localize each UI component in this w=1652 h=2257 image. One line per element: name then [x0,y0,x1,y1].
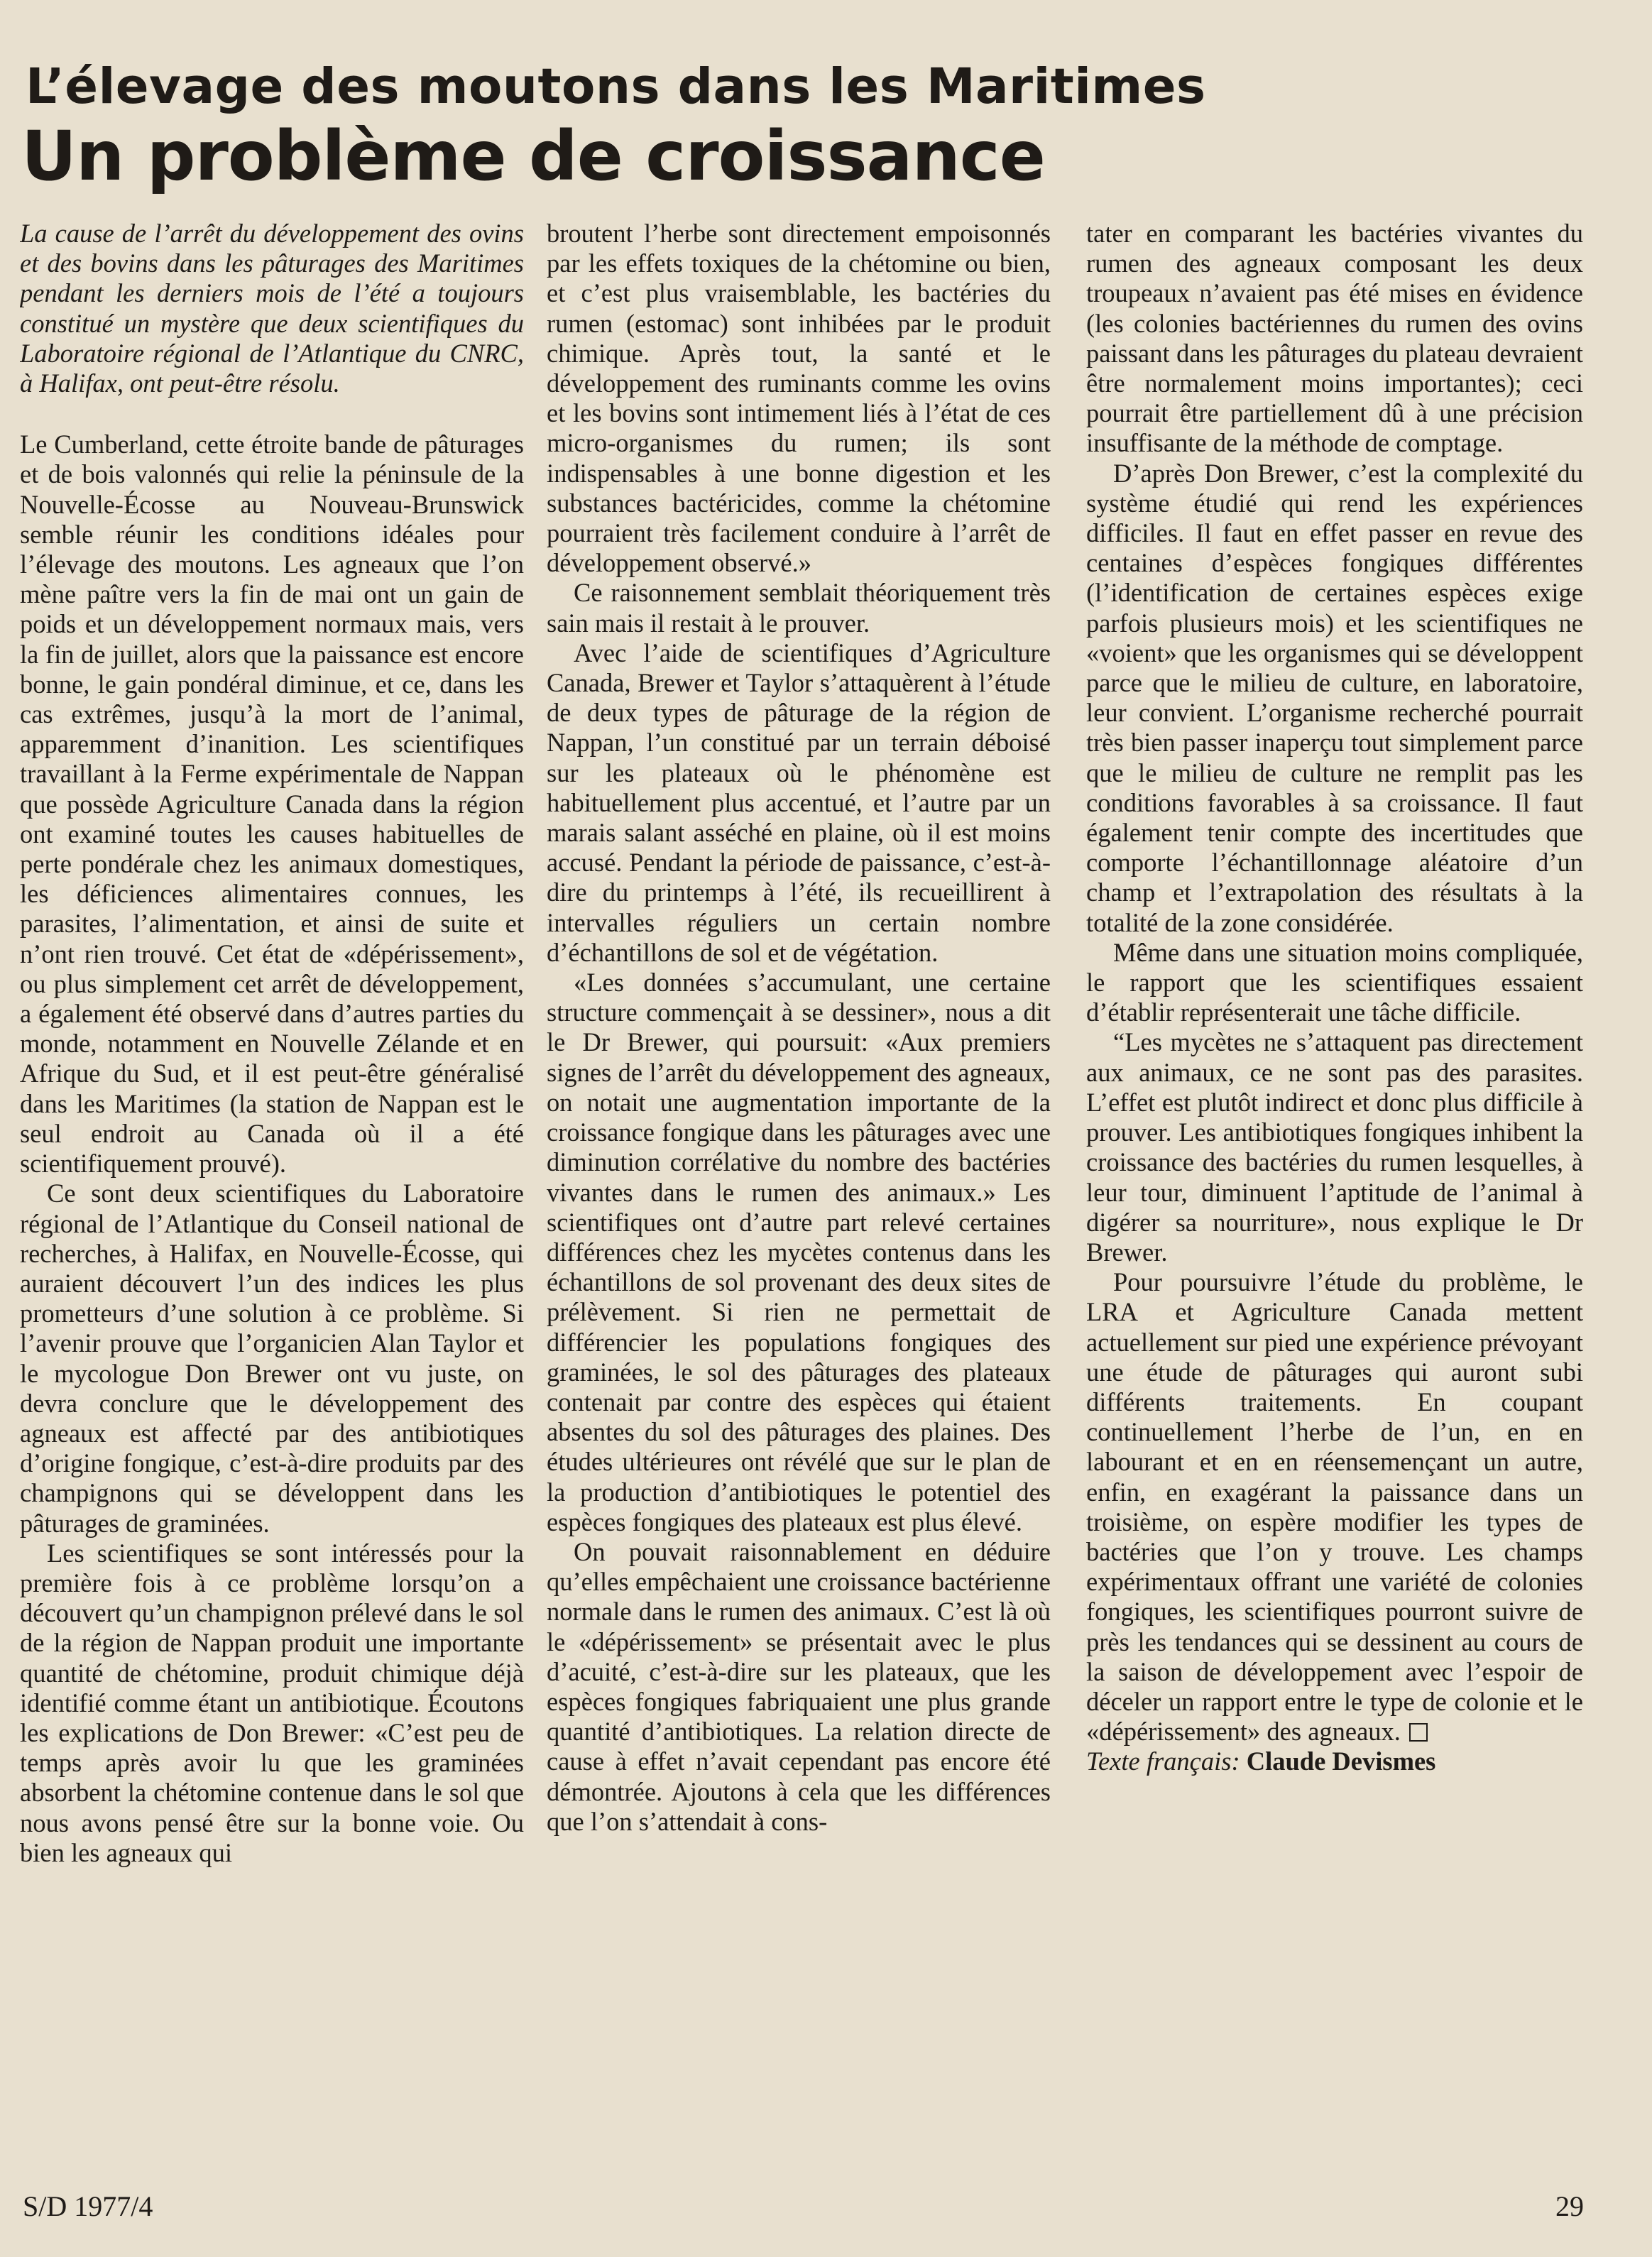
paragraph: «Les données s’accumulant, une certaine structure commençait à se dessiner», nous a dit le Dr Brewer, qui poursuit: «Aux premiers signes de l’arrêt du développement des agneaux, on notait une augmentation importante de la croissance fongique dans les pâturages avec une diminution corrélative du nombre des bactéries vivantes dans le rumen des animaux.» Les scientifiques ont d’autre part relevé certaines différences chez les mycètes contenus dans les échantillons de sol provenant des deux sites de prélèvement. Si rien ne permettait de différencier les populations fongiques des graminées, le sol des pâturages des plateaux contenait par contre des espèces qui étaient absentes du sol des pâturages des plaines. Des études ultérieures ont révélé que sur le plan de la production d’antibiotiques le potentiel des espèces fongiques des plateaux est plus élevé. [547,968,1051,1536]
page-number: 29 [1555,2190,1584,2222]
article-kicker: L’élevage des moutons dans les Maritimes [26,58,1206,115]
paragraph: Avec l’aide de scientifiques d’Agriculture Canada, Brewer et Taylor s’attaquèrent à l’étude de deux types de pâturage de la région de Nappan, l’un constitué par un terrain déboisé sur les plateaux où le phénomène est habituellement plus accentué, et l’autre par un marais salant asséché en plaine, où il est moins accusé. Pendant la période de paissance, c’est-à-dire du printemps à l’été, ils recueillirent à intervalles réguliers un certain nombre d’échantillons de sol et de végétation. [547,638,1051,967]
paragraph: Ce sont deux scientifiques du Laboratoire régional de l’Atlantique du Conseil national de recherches, à Halifax, en Nouvelle-Écosse, qui auraient découvert l’un des indices les plus prometteurs d’une solution à ce problème. Si l’avenir prouve que l’organicien Alan Taylor et le mycologue Don Brewer ont vu juste, on devra conclure que le développement des agneaux est affecté par des antibiotiques d’origine fongique, c’est-à-dire produits par des champignons qui se développent dans les pâturages de graminées. [20,1179,524,1538]
column-2 [547,219,1051,2178]
paragraph: “Les mycètes ne s’attaquent pas directement aux animaux, ce ne sont pas des parasites. L’effet est plutôt indirect et donc plus difficile à prouver. Les antibiotiques fongiques inhibent la croissance des bactéries du rumen lesquelles, à leur tour, diminuent l’aptitude de l’animal à digérer sa nourriture», nous explique le Dr Brewer. [1086,1027,1583,1267]
paragraph: Les scientifiques se sont intéressés pour la première fois à ce problème lorsqu’on a découvert qu’un champignon prélevé dans le sol de la région de Nappan produit une importante quantité de chétomine, produit chimique déjà identifié comme étant un antibiotique. Écoutons les explications de Don Brewer: «C’est peu de temps après avoir lu que les graminées absorbent la chétomine contenue dans le sol que nous avons pensé être sur la bonne voie. Ou bien les agneaux qui [20,1538,524,1867]
paragraph: tater en comparant les bactéries vivantes du rumen des agneaux composant les deux troupeaux n’avaient pas été mises en évidence (les colonies bactériennes du rumen des ovins paissant dans les pâturages du plateau devraient être normalement moins importantes); ceci pourrait être partiellement dû à une précision insuffisante de la méthode de comptage. [1086,219,1583,458]
paragraph: D’après Don Brewer, c’est la complexité du système étudié qui rend les expériences difficiles. Il faut en effet passer en revue des centaines d’espèces fongiques différentes (l’identification de certaines espèces exige parfois plusieurs mois) et les scientifiques ne «voient» que les organismes qui se développent parce que le milieu de culture, en laboratoire, leur convient. L’organisme recherché pourrait très bien passer inaperçu tout simplement parce que le milieu de culture ne remplit pas les conditions favorables à sa croissance. Il faut également tenir compte des incertitudes que comporte l’échantillonnage aléatoire d’un champ et l’extrapolation des résultats à la totalité de la zone considérée. [1086,458,1583,937]
end-of-article-square-icon [1409,1723,1428,1742]
paragraph-final-text: Pour poursuivre l’étude du problème, le LRA et Agriculture Canada mettent actuellement sur pied une expérience prévoyant une étude de pâturages qui auront subi différents traitements. En coupant continuellement l’herbe de l’un, en en labourant et en en réensemençant un autre, enfin, en exagérant la paissance dans un troisième, on espère modifier les types de bactéries que l’on y trouve. Les champs expérimentaux offrant une variété de colonies fongiques, les scientifiques pourront suivre de près les tendances qui se dessinent au cours de la saison de développement avec l’espoir de déceler un rapport entre le type de colonie et le «dépérissement» des agneaux. [1086,1267,1583,1747]
paragraph: broutent l’herbe sont directement empoisonnés par les effets toxiques de la chétomine ou bien, et c’est plus vraisemblable, les bactéries du rumen (estomac) sont inhibées par le produit chimique. Après tout, la santé et le développement des ruminants comme les ovins et les bovins sont intimement liés à l’état de ces micro-organismes du rumen; ils sont indispensables à une bonne digestion et les substances bactéricides, comme la chétomine pourraient très facilement conduire à l’arrêt de développement observé.» [547,219,1051,578]
credit-label: Texte français: [1086,1747,1240,1776]
translation-credit [1086,1747,1583,1776]
column-1 [20,219,524,2178]
paragraph: Le Cumberland, cette étroite bande de pâturages et de bois valonnés qui relie la péninsule de la Nouvelle-Écosse au Nouveau-Brunswick semble réunir les conditions idéales pour l’élevage des moutons. Les agneaux que l’on mène paître vers la fin de mai ont un gain de poids et un développement normaux mais, vers la fin de juillet, alors que la paissance est encore bonne, le gain pondéral diminue, et ce, dans les cas extrêmes, jusqu’à la mort de l’animal, apparemment d’inanition. Les scientifiques travaillant à la Ferme expérimentale de Nappan que possède Agriculture Canada dans la région ont examiné toutes les causes habituelles de perte pondérale chez les animaux domestiques, les déficiences alimentaires connues, les parasites, l’alimentation, et ainsi de suite et n’ont rien trouvé. Cet état de «dépérissement», ou plus simplement cet arrêt de développement, a également été observé dans d’autres parties du monde, notamment en Nouvelle Zélande et en Afrique du Sud, et il est peut-être généralisé dans les Maritimes (la station de Nappan est le seul endroit au Canada où il a été scientifiquement prouvé). [20,430,524,1179]
issue-label: S/D 1977/4 [23,2190,153,2222]
paragraph: On pouvait raisonnablement en déduire qu’elles empêchaient une croissance bactérienne normale dans le rumen des animaux. C’est là où le «dépérissement» se présentait avec le plus d’acuité, c’est-à-dire sur les plateaux, que les espèces fongiques fabriquaient une plus grande quantité d’antibiotiques. La relation directe de cause à effet n’avait cependant pas encore été démontrée. Ajoutons à cela que les différences que l’on s’attendait à cons- [547,1536,1051,1836]
credit-name: Claude Devismes [1246,1747,1436,1776]
column-3 [1086,219,1583,2178]
paragraph-final [1086,1267,1583,1747]
paragraph: Ce raisonnement semblait théoriquement très sain mais il restait à le prouver. [547,578,1051,638]
article-lede: La cause de l’arrêt du développement des ovins et des bovins dans les pâturages des Maritimes pendant les derniers mois de l’été a toujours constitué un mystère que deux scientifiques du Laboratoire régional de l’Atlantique du CNRC, à Halifax, ont peut-être résolu. [20,219,524,398]
article-headline: Un problème de croissance [21,116,1045,196]
paragraph: Même dans une situation moins compliquée, le rapport que les scientifiques essaient d’établir représenterait une tâche difficile. [1086,937,1583,1027]
